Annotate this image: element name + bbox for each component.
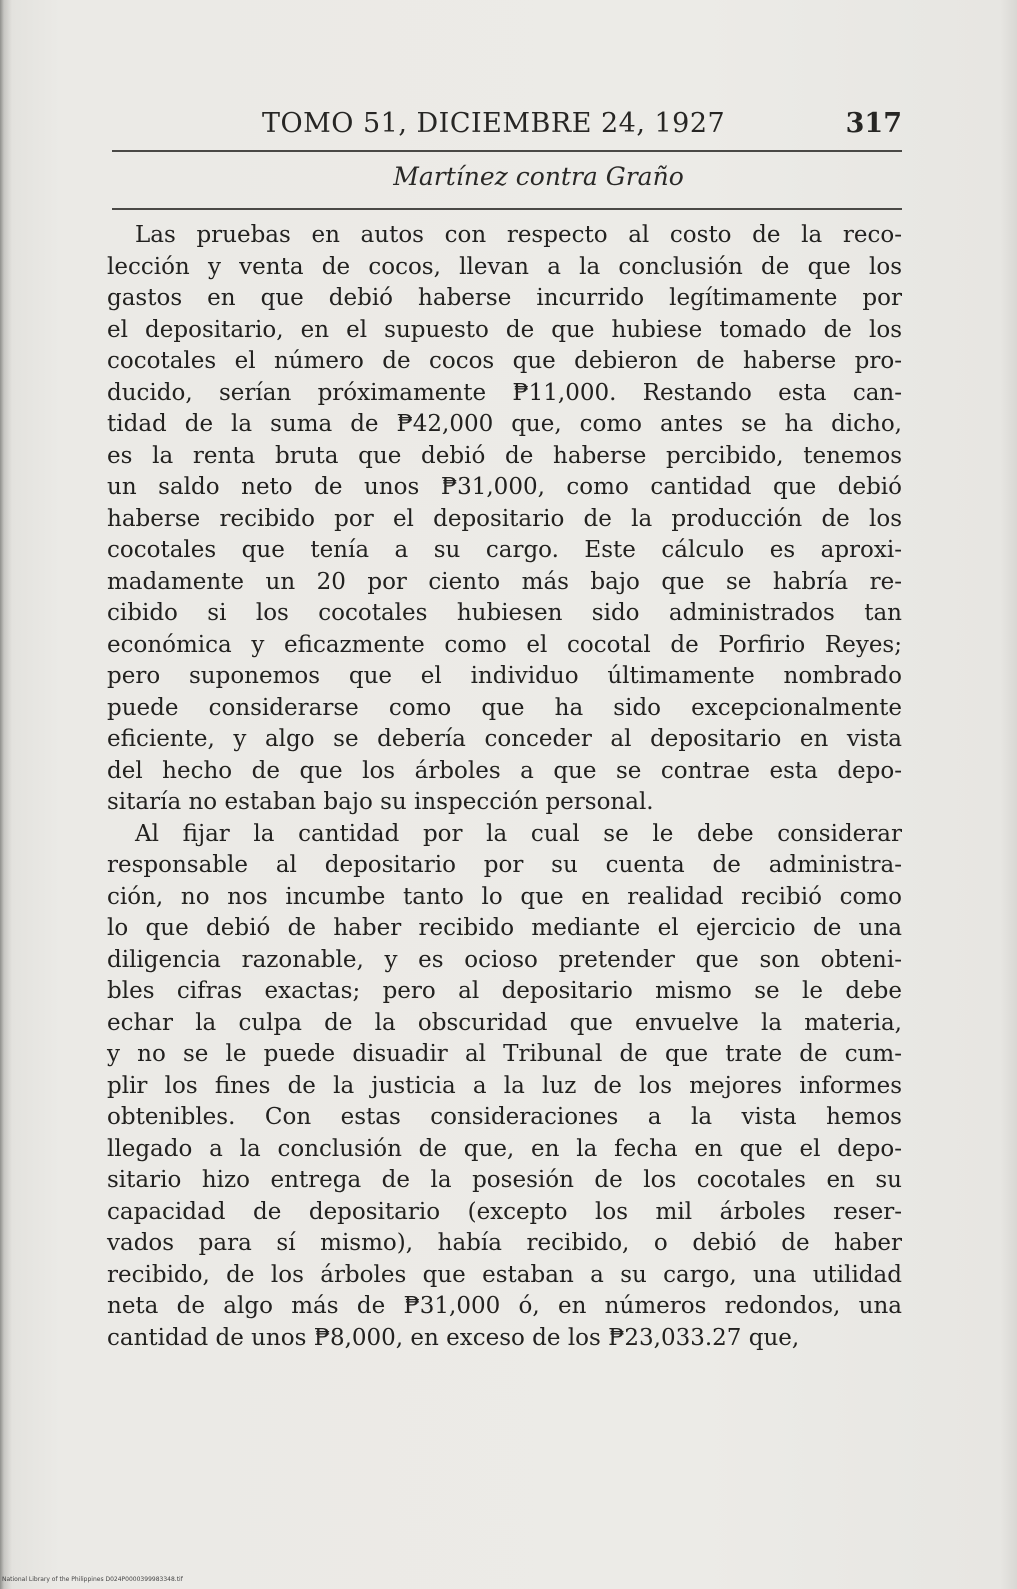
body-text [107, 220, 902, 1354]
text-line: bles cifras exactas; pero al depositario mismo se le debe [107, 978, 902, 1004]
text-line: ción, no nos incumbe tanto lo que en realidad recibió como [107, 883, 902, 910]
text-line: cantidad de unos ₱8,000, en exceso de los ₱23,033.27 que, [107, 1324, 800, 1351]
text-line: gastos en que debió haberse incurrido legítimamente por [107, 285, 902, 311]
text-line: cocotales que tenía a su cargo. Este cálculo es aproxi- [107, 537, 902, 563]
footer-archive-note: National Library of the Philippines D024P0000399983348.tif [2, 1576, 183, 1583]
text-line: y no se le puede disuadir al Tribunal de que trate de cum- [107, 1041, 902, 1067]
running-title: TOMO 51, DICIEMBRE 24, 1927 [262, 108, 726, 139]
text-line: haberse recibido por el depositario de la producción de los [107, 505, 902, 532]
text-line: tidad de la suma de ₱42,000 que, como antes se ha dicho, [107, 411, 902, 437]
text-line: pero suponemos que el individuo últimamente nombrado [107, 663, 902, 689]
text-line: sitario hizo entrega de la posesión de los cocotales en su [107, 1167, 902, 1193]
text-line: vados para sí mismo), había recibido, o debió de haber [107, 1230, 902, 1256]
text-line: diligencia razonable, y es ocioso pretender que son obteni- [107, 946, 902, 973]
text-line: sitaría no estaban bajo su inspección personal. [107, 789, 654, 815]
header-rule-bottom [112, 208, 902, 210]
header-rule-top [112, 150, 902, 152]
text-line: Al fijar la cantidad por la cual se le debe considerar [135, 820, 902, 847]
text-line: eficiente, y algo se debería conceder al depositario en vista [107, 726, 902, 752]
page-number: 317 [845, 108, 902, 139]
text-line: económica y eficazmente como el cocotal de Porfirio Reyes; [107, 631, 902, 658]
text-line: plir los fines de la justicia a la luz de los mejores informes [107, 1072, 902, 1099]
text-line: responsable al depositario por su cuenta de administra- [107, 852, 902, 878]
case-title: Martínez contra Graño [393, 162, 684, 191]
text-line: obtenibles. Con estas consideraciones a la vista hemos [107, 1104, 902, 1130]
text-line: recibido, de los árboles que estaban a su cargo, una utilidad [107, 1261, 902, 1288]
paragraph [107, 220, 902, 819]
text-line: cibido si los cocotales hubiesen sido administrados tan [107, 600, 902, 626]
text-line: capacidad de depositario (excepto los mil árboles reser- [107, 1198, 902, 1225]
text-line: el depositario, en el supuesto de que hubiese tomado de los [107, 316, 902, 343]
text-line: ducido, serían próximamente ₱11,000. Restando esta can- [107, 379, 902, 406]
text-line: un saldo neto de unos ₱31,000, como cantidad que debió [107, 474, 902, 500]
text-line: echar la culpa de la obscuridad que envuelve la materia, [107, 1009, 902, 1036]
text-line: llegado a la conclusión de que, en la fecha en que el depo- [107, 1135, 902, 1162]
text-line: Las pruebas en autos con respecto al costo de la reco- [135, 222, 902, 248]
text-line: madamente un 20 por ciento más bajo que se habría re- [107, 568, 902, 595]
text-line: cocotales el número de cocos que debieron de haberse pro- [107, 348, 902, 374]
text-line: del hecho de que los árboles a que se contrae esta depo- [107, 757, 902, 784]
text-line: lo que debió de haber recibido mediante el ejercicio de una [107, 915, 902, 941]
text-line: neta de algo más de ₱31,000 ó, en números redondos, una [107, 1293, 902, 1319]
text-line: lección y venta de cocos, llevan a la conclusión de que los [107, 253, 902, 280]
text-line: puede considerarse como que ha sido excepcionalmente [107, 694, 902, 721]
page-header [112, 108, 902, 148]
text-line: es la renta bruta que debió de haberse percibido, tenemos [107, 442, 902, 469]
paragraph [107, 819, 902, 1355]
